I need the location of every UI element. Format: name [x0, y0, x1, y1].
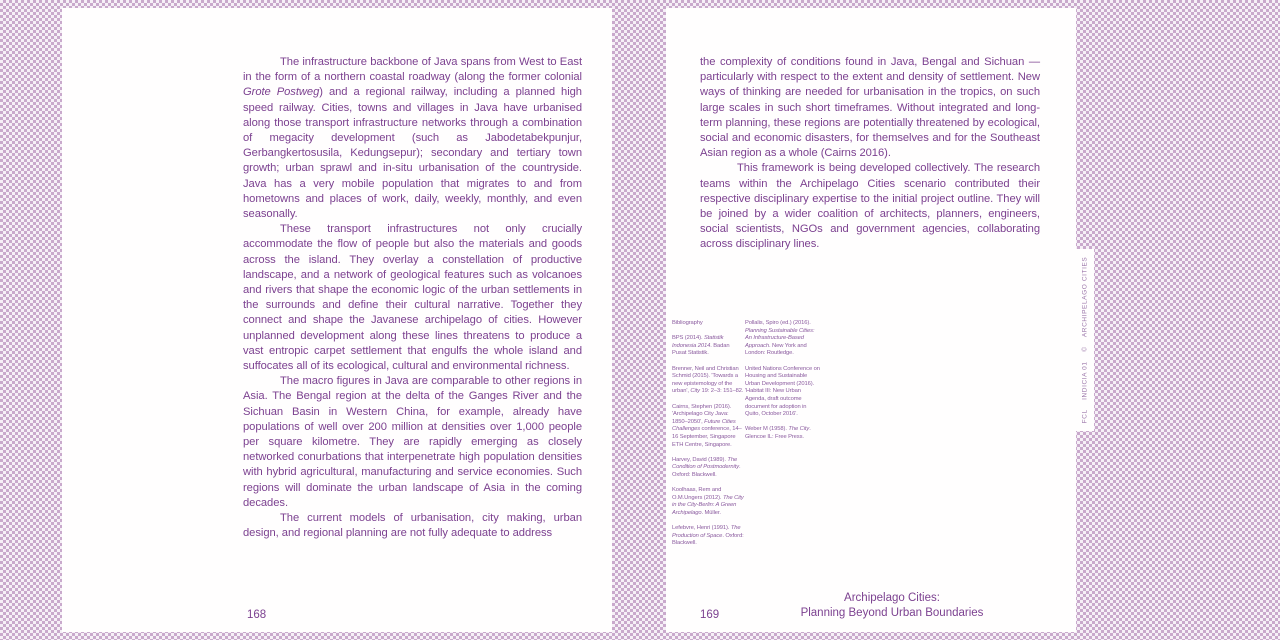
paragraph: The current models of urbanisation, city making, urban design, and regional planning are not fully adequate to address: [243, 512, 582, 540]
paragraph: These transport infrastructures not only crucially accommodate the flow of people but also the materials and goods across the island. They overlay a constellation of productive landscape, and a network of geological features such as volcanoes and rivers that shape the economic logic of the urban settlements in the surrounds and define their cultural narrative. Together they connect and shape the Javanese archipelago of cities. However unplanned development along these lines threatens to produce a vast entropic carpet settlement that engulfs the whole island and suffocates all of its ecological, cultural and environmental richness.: [243, 223, 582, 373]
right-page-body-text: [700, 55, 1040, 253]
chapter-title-line1: Archipelago Cities:: [844, 592, 940, 604]
chapter-title: [792, 591, 992, 621]
bibliography-entry: Lefebvre, Henri (1991). The Production of Space. Oxford: Blackwell.: [672, 525, 744, 547]
paragraph: This framework is being developed collectively. The research teams within the Archipelago Cities scenario contributed their respective disciplinary expertise to the initial project outline. They will be joined by a wider coalition of architects, planners, engineers, social scientists, NGOs and government agencies, collaborating across disciplinary lines.: [700, 162, 1040, 251]
chapter-title-line2: Planning Beyond Urban Boundaries: [800, 607, 984, 619]
bibliography-entry: Pollalis, Spiro (ed.) (2016). Planning Sustainable Cities: An Infrastructure-Based Approach. New York and London: Routledge.: [745, 320, 815, 357]
bibliography-column-2: [745, 320, 822, 449]
spine-series-text: FCL INDICIA 01 © ARCHIPELAGO CITIES: [1081, 256, 1089, 424]
bibliography-entry: Brenner, Neil and Christian Schmid (2015). 'Towards a new epistemology of the urban', City 19: 2–3: 151–82.: [672, 365, 744, 395]
paragraph: The macro figures in Java are comparable to other regions in Asia. The Bengal region at the delta of the Ganges River and the Sichuan Basin in Western China, for example, already have populations of well over 200 million at densities over 1,000 people per square kilometre. They are rapidly emerging as closely networked conurbations that interpenetrate high population densities with hybrid agricultural, manufacturing and service economies. Such regions will dominate the urban landscape of Asia in the coming decades.: [243, 375, 582, 509]
bibliography-column-1: [672, 320, 744, 555]
left-page-number: 168: [247, 609, 267, 621]
left-page-body-text: [243, 55, 582, 542]
spine-tab: [1076, 249, 1094, 431]
bibliography-entry: Koolhaas, Rem and O.M.Ungers (2012). The City in the City-Berlin: A Green Archipelago. Müller.: [672, 487, 744, 516]
bibliography-heading: Bibliography: [672, 320, 703, 326]
bibliography-entry: BPS (2014). Statistik Indonesia 2014. Badan Pusat Statistik.: [672, 335, 730, 357]
paragraph: the complexity of conditions found in Java, Bengal and Sichuan —particularly with respect to the extent and density of settlement. New ways of thinking are needed for urbanisation in the tropics, on such large scales in such short timeframes. Without integrated and long-term planning, these regions are potentially threatened by ecological, social and economic disasters, for themselves and for the Southeast Asian region as a whole (Cairns 2016).: [700, 56, 1040, 160]
bibliography-entry: Cairns, Stephen (2016). 'Archipelago City Java: 1850–2050', Future Cities Challenges conference, 14–16 September, Singapore ETH Centre, Singapore.: [672, 403, 742, 448]
right-page-number: 169: [700, 609, 720, 621]
bibliography-entry: United Nations Conference on Housing and Sustainable Urban Development (2016). 'Habitat III: New Urban Agenda, draft outcome document for adoption in Quito, October 2016'.: [745, 365, 820, 418]
paragraph: The infrastructure backbone of Java spans from West to East in the form of a northern coastal roadway (along the former colonial Grote Postweg) and a regional railway, including a planned high speed railway. Cities, towns and villages in Java have urbanised along those transport infrastructure networks through a combination of megacity development (such as Jabodetabekpunjur, Gerbangkertosusila, Kedungsepur); secondary and tertiary town growth; urban sprawl and in-situ urbanisation of the countryside. Java has a very mobile population that migrates to and from hometowns and places of work, daily, weekly, monthly, and even seasonally.: [243, 56, 582, 221]
left-page: [62, 8, 612, 632]
bibliography-entry: Harvey, David (1989). The Condition of Postmodernity. Oxford: Blackwell.: [672, 456, 741, 478]
right-page: [666, 8, 1076, 632]
bibliography-entry: Weber M (1958). The City. Glencoe IL: Free Press.: [745, 426, 811, 440]
